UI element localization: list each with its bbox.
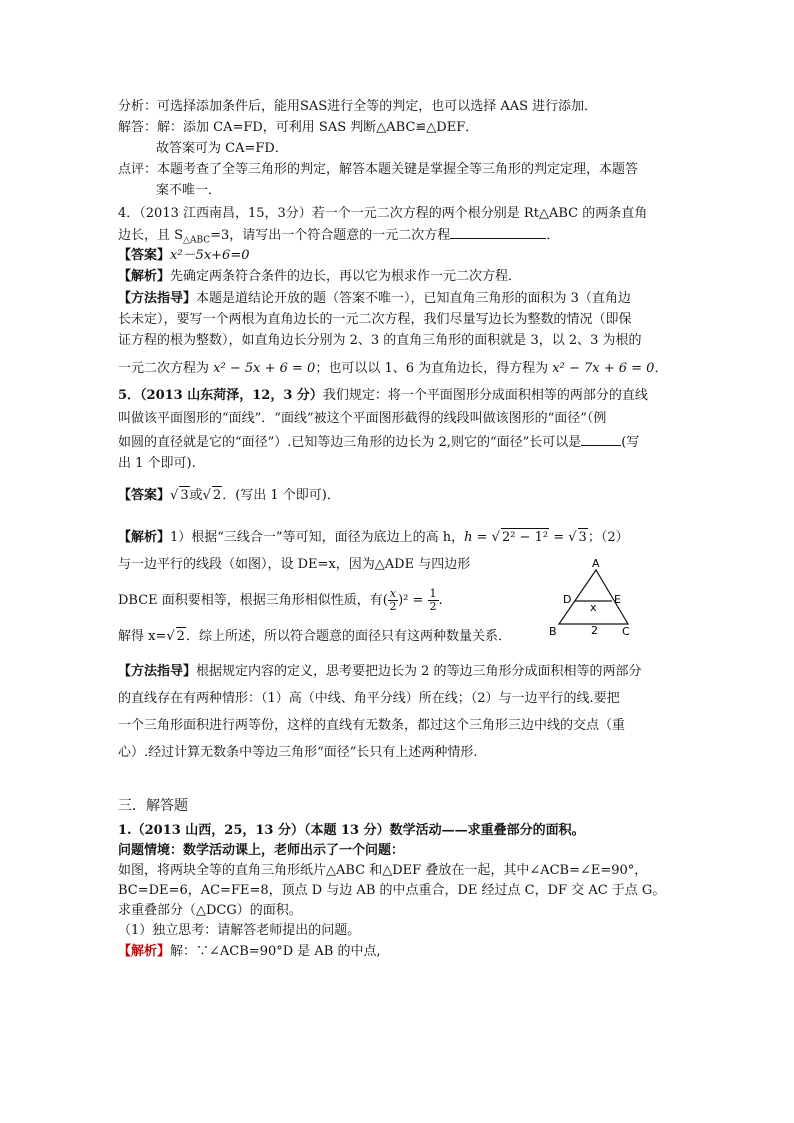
- q4-method-4c: ．: [654, 361, 668, 376]
- s3-q1-line-6: （1）独立思考：请解答老师提出的问题。: [118, 923, 361, 938]
- q5-eq-sign-2: =: [549, 530, 569, 545]
- label-2: 2: [591, 624, 598, 637]
- q5-source: 5．（2013 山东菏泽，12，3 分）: [118, 388, 323, 403]
- q5-x-radicand: 2: [176, 629, 185, 644]
- q4-method-1: [118, 290, 631, 308]
- q5-analysis-text-1: 1）根据“三线合一”等可知，面径为底边上的高 h，: [170, 530, 465, 545]
- q5-answer: [118, 486, 340, 505]
- q5-method-1: [118, 663, 642, 681]
- s3-q1-analysis: [118, 943, 381, 961]
- sqrt-symbol: √: [202, 488, 211, 503]
- q5-frac2-den: 2: [429, 600, 437, 613]
- s3-analysis-text: 解：∵∠ACB=90°D 是 AB 的中点,: [170, 944, 381, 959]
- q5-analysis-tag: 【解析】: [118, 530, 171, 545]
- q5-text-3: 如圆的直径就是它的“面径”）.已知等边三角形的边长为 2,则它的“面径”长可以是: [118, 435, 582, 450]
- q4-equation-1: x² − 5x + 6 = 0: [213, 361, 316, 376]
- triangle-figure: [545, 558, 635, 638]
- q5-answer-radicand-2: 2: [212, 488, 222, 503]
- sqrt-symbol: √: [166, 629, 175, 644]
- q5-line-4: 出 1 个即可).: [118, 456, 196, 471]
- analysis-line: 分析：可选择添加条件后，能用SAS进行全等的判定，也可以选择 AAS 进行添加．: [118, 99, 598, 114]
- q5-method-2: 的直线存在有两种情形：（1）高（中线、角平分线）所在线；（2）与一边平行的线.要把: [118, 691, 620, 706]
- comment-line-1: 点评：本题考查了全等三角形的判定，解答本题关键是掌握全等三角形的判定定理，本题答: [118, 162, 639, 177]
- sqrt-symbol: √: [568, 530, 577, 545]
- q4-method-3: 证方程的根为整数），如直角边长分别为 2、3 的直角三角形的面积就是 3，以 2、3 为根的: [118, 333, 642, 348]
- q5-answer-radicand-1: 3: [180, 488, 189, 503]
- q5-analysis-3c: .: [438, 593, 443, 608]
- label-c: C: [622, 625, 630, 638]
- q5-analysis-3a: DBCE 面积要相等，根据三角形相似性质，有(: [118, 593, 388, 608]
- s3-q1-header: 1.（2013 山西，25，13 分）（本题 13 分）数学活动——求重叠部分的面积。: [118, 823, 585, 838]
- q5-h-radicand: 2² − 1²: [501, 530, 549, 545]
- q4-analysis-text: 先确定两条符合条件的边长，再以它为根求作一元二次方程．: [170, 269, 522, 284]
- solution-line: 解答：解：添加 CA=FD，可利用 SAS 判断△ABC≌△DEF．: [118, 120, 479, 135]
- q5-frac-den: 2: [389, 600, 397, 613]
- q4-method-2: 长未定），要写一个两根为直角边长的一元二次方程，我们尽量写边长为整数的情况（即保: [118, 312, 632, 327]
- q4-method-4b: ；也可以以 1、6 为直角边长，得方程为: [315, 361, 553, 376]
- label-x: x: [590, 601, 597, 614]
- q4-analysis: [118, 268, 521, 286]
- q5-fraction-2: [428, 588, 439, 613]
- q4-answer-blank: [450, 226, 546, 239]
- q5-answer-tail: ．(写出 1 个即可)．: [222, 488, 340, 503]
- q5-frac2-num: 1: [429, 587, 437, 600]
- q5-analysis-1: [118, 528, 629, 547]
- q4-method-tag: 【方法指导】: [118, 291, 197, 306]
- q5-method-tag: 【方法指导】: [118, 664, 197, 679]
- s3-q1-line-4: BC=DE=6，AC=FE=8，顶点 D 与边 AB 的中点重合，DE 经过点 C，DF 交 AC 于点 G。: [118, 883, 666, 898]
- q4-text-a: 边长，且 S: [118, 228, 184, 243]
- q5-h-result: 3: [578, 530, 587, 545]
- q4-text-b: =3，请写出一个符合题意的一元二次方程: [210, 228, 451, 243]
- label-d: D: [563, 593, 572, 606]
- q5-analysis-2: 与一边平行的线段（如图），设 DE=x，因为△ADE 与四边形: [118, 557, 471, 572]
- q5-analysis-3: [118, 588, 443, 613]
- sqrt-symbol: √: [491, 530, 500, 545]
- q4-method-4: [118, 360, 667, 378]
- q5-text-3-end: (写: [621, 435, 640, 450]
- q4-line-1: 4．（2013 江西南昌，15，3分）若一个一元二次方程的两个根分别是 Rt△ABC 的两条直角: [118, 206, 648, 221]
- q5-analysis-4b: ．综上所述，所以符合题意的面径只有这两种数量关系．: [185, 629, 511, 644]
- sqrt-symbol: √: [170, 488, 179, 503]
- q5-method-4: 心）.经过计算无数条中等边三角形“面径”长只有上述两种情形.: [118, 745, 478, 760]
- q5-answer-or: 或: [189, 488, 203, 503]
- q4-method-4a: 一元二次方程为: [118, 361, 214, 376]
- section-title: 三．解答题: [118, 798, 188, 814]
- label-b: B: [549, 625, 557, 638]
- label-e: E: [614, 593, 621, 606]
- q5-analysis-4a: 解得 x=: [118, 629, 167, 644]
- q5-fraction-1: [388, 588, 398, 613]
- q4-answer-tag: 【答案】: [118, 248, 171, 263]
- q4-subscript: △ABC: [183, 235, 211, 246]
- comment-line-2: 案不唯一．: [156, 183, 222, 198]
- q5-frac-num: x: [389, 587, 397, 600]
- q4-text-end: ．: [546, 228, 560, 243]
- q5-eq-sign: =: [472, 530, 492, 545]
- q5-analysis-end-1: ；（2）: [587, 530, 629, 545]
- q5-line-2: 叫做该平面图形的“面线”．“面线”被这个平面图形截得的线段叫做该图形的“面径”（例: [118, 411, 607, 426]
- q4-answer: [118, 247, 250, 265]
- s3-q1-line-2: 问题情境：数学活动课上，老师出示了一个问题：: [118, 843, 405, 858]
- q4-method-text-1: 本题是道结论开放的题（答案不唯一），已知直角三角形的面积为 3（直角边: [196, 291, 631, 306]
- q5-method-3: 一个三角形面积进行两等份，这样的直线有无数条，都过这个三角形三边中线的交点（重: [118, 718, 626, 733]
- q5-answer-tag: 【答案】: [118, 488, 171, 503]
- q4-equation-2: x² − 7x + 6 = 0: [552, 361, 655, 376]
- q5-method-text-1: 根据规定内容的定义，思考要把边长为 2 的等边三角形分成面积相等的两部分: [196, 664, 642, 679]
- q5-text-1: 我们规定：将一个平面图形分成面积相等的两部分的直线: [322, 388, 648, 403]
- q5-answer-blank: [581, 433, 621, 446]
- q5-h-var: h: [464, 530, 473, 545]
- s3-q1-line-5: 求重叠部分（△DCG）的面积。: [118, 903, 302, 918]
- q4-answer-value: x²－5x+6=0: [170, 248, 250, 263]
- s3-q1-line-3: 如图，将两块全等的直角三角形纸片△ABC 和△DEF 叠放在一起，其中∠ACB=∠E=90°，: [118, 863, 648, 878]
- q4-analysis-tag: 【解析】: [118, 269, 171, 284]
- label-a: A: [592, 558, 600, 570]
- q5-analysis-3b: )² =: [398, 593, 428, 608]
- q5-line-3: [118, 433, 639, 452]
- answer-line: 故答案可为 CA=FD．: [156, 141, 288, 156]
- s3-q1-line-1: [118, 822, 585, 840]
- q5-analysis-4: [118, 627, 511, 646]
- s3-analysis-tag: 【解析】: [118, 944, 171, 959]
- q5-line-1: [118, 387, 648, 405]
